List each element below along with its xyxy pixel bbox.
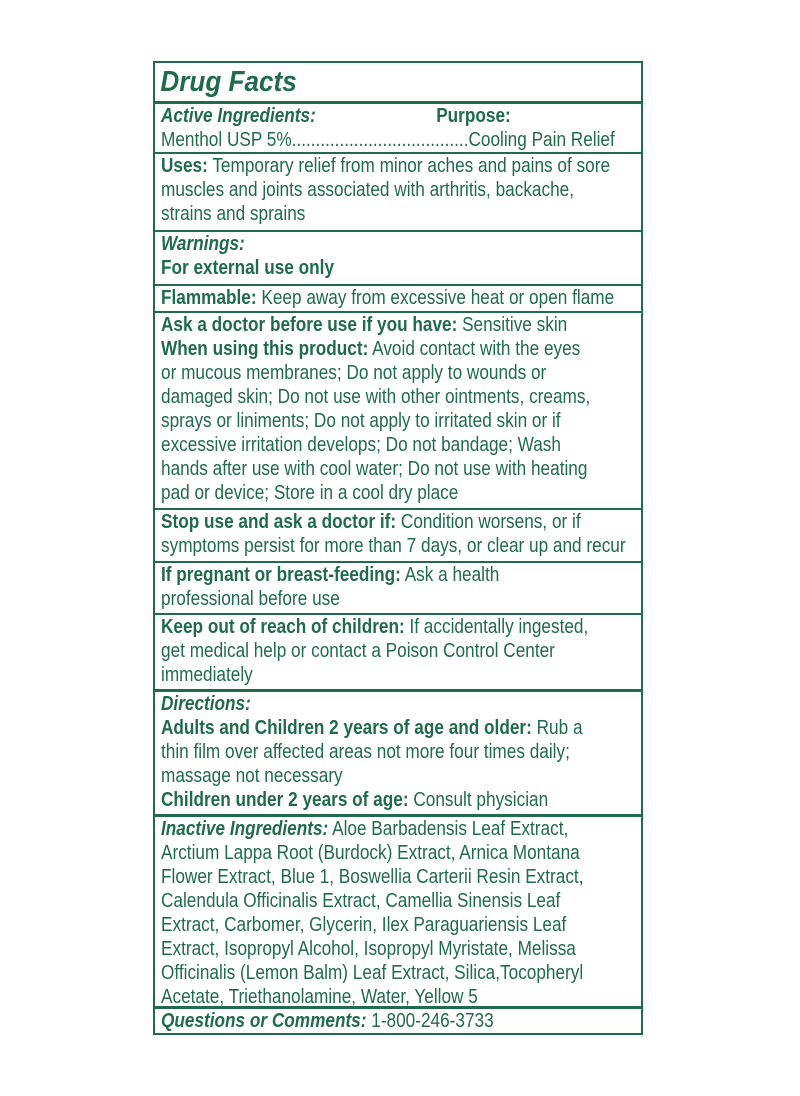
when-using-text: hands after use with cool water; Do not use with heating xyxy=(161,458,588,480)
adults-text: Rub a xyxy=(531,717,583,739)
children-under-text: Consult physician xyxy=(408,789,549,811)
when-using-text: damaged skin; Do not use with other ointments, creams, xyxy=(161,386,591,408)
inactive-ingredients-section xyxy=(155,814,641,1006)
purpose-header: Purpose: xyxy=(436,105,511,127)
stop-use-section xyxy=(155,508,641,561)
ask-doctor-section xyxy=(155,311,641,508)
flammable-text: Keep away from excessive heat or open flame xyxy=(256,287,615,309)
adults-label: Adults and Children 2 years of age and older: xyxy=(161,717,532,739)
uses-text: Temporary relief from minor aches and pains of sore xyxy=(207,155,611,177)
when-using-text: or mucous membranes; Do not apply to wounds or xyxy=(161,362,547,384)
inactive-ingredients-text: Arctium Lappa Root (Burdock) Extract, Arnica Montana xyxy=(161,842,580,864)
when-using-label: When using this product: xyxy=(161,338,369,360)
ask-doctor-text: Sensitive skin xyxy=(457,314,568,336)
when-using-text: excessive irritation develops; Do not bandage; Wash xyxy=(161,434,561,456)
when-using-text: pad or device; Store in a cool dry place xyxy=(161,482,459,504)
active-ingredient-row: Menthol USP 5%.....................................Cooling Pain Relief xyxy=(161,129,615,151)
inactive-ingredients-text: Extract, Isopropyl Alcohol, Isopropyl Myristate, Melissa xyxy=(161,938,576,960)
when-using-text: Avoid contact with the eyes xyxy=(368,338,581,360)
ask-doctor-label: Ask a doctor before use if you have: xyxy=(161,314,458,336)
when-using-text: sprays or liniments; Do not apply to irritated skin or if xyxy=(161,410,561,432)
questions-header: Questions or Comments: xyxy=(161,1010,367,1032)
pregnant-text: Ask a health xyxy=(400,564,500,586)
warnings-section xyxy=(155,230,641,284)
adults-text: thin film over affected areas not more four times daily; xyxy=(161,741,570,763)
uses-text: muscles and joints associated with arthritis, backache, xyxy=(161,179,575,201)
stop-use-text: Condition worsens, or if xyxy=(396,511,581,533)
uses-text: strains and sprains xyxy=(161,203,306,225)
adults-text: massage not necessary xyxy=(161,765,343,787)
active-ingredients-header: Active Ingredients: xyxy=(161,105,316,127)
uses-label: Uses: xyxy=(161,155,208,177)
keep-out-label: Keep out of reach of children: xyxy=(161,616,405,638)
keep-out-text: immediately xyxy=(161,664,253,686)
inactive-ingredients-text: Aloe Barbadensis Leaf Extract, xyxy=(328,818,569,840)
drug-facts-panel xyxy=(153,61,643,1035)
inactive-ingredients-header: Inactive Ingredients: xyxy=(161,818,329,840)
inactive-ingredients-text: Calendula Officinalis Extract, Camellia Sinensis Leaf xyxy=(161,890,561,912)
directions-section xyxy=(155,689,641,814)
external-use-label: For external use only xyxy=(161,257,335,279)
warnings-header: Warnings: xyxy=(161,233,245,255)
keep-out-of-reach-section xyxy=(155,613,641,689)
inactive-ingredients-text: Extract, Carbomer, Glycerin, Ilex Paraguariensis Leaf xyxy=(161,914,567,936)
stop-use-label: Stop use and ask a doctor if: xyxy=(161,511,397,533)
questions-phone[interactable]: 1-800-246-3733 xyxy=(366,1010,494,1032)
inactive-ingredients-text: Flower Extract, Blue 1, Boswellia Carterii Resin Extract, xyxy=(161,866,584,888)
children-under-label: Children under 2 years of age: xyxy=(161,789,409,811)
directions-header: Directions: xyxy=(161,693,251,715)
pregnant-section xyxy=(155,561,641,613)
flammable-label: Flammable: xyxy=(161,287,257,309)
inactive-ingredients-text: Officinalis (Lemon Balm) Leaf Extract, Silica,Tocopheryl xyxy=(161,962,584,984)
active-ingredients-section xyxy=(155,101,641,152)
questions-section xyxy=(155,1006,641,1035)
pregnant-label: If pregnant or breast-feeding: xyxy=(161,564,401,586)
inactive-ingredients-text: Acetate, Triethanolamine, Water, Yellow 5 xyxy=(161,986,478,1008)
uses-section xyxy=(155,152,641,230)
drug-facts-title: Drug Facts xyxy=(160,66,297,98)
pregnant-text: professional before use xyxy=(161,588,340,610)
keep-out-text: If accidentally ingested, xyxy=(404,616,589,638)
keep-out-text: get medical help or contact a Poison Control Center xyxy=(161,640,555,662)
flammable-section xyxy=(155,284,641,311)
stop-use-text: symptoms persist for more than 7 days, or clear up and recur xyxy=(161,535,626,557)
